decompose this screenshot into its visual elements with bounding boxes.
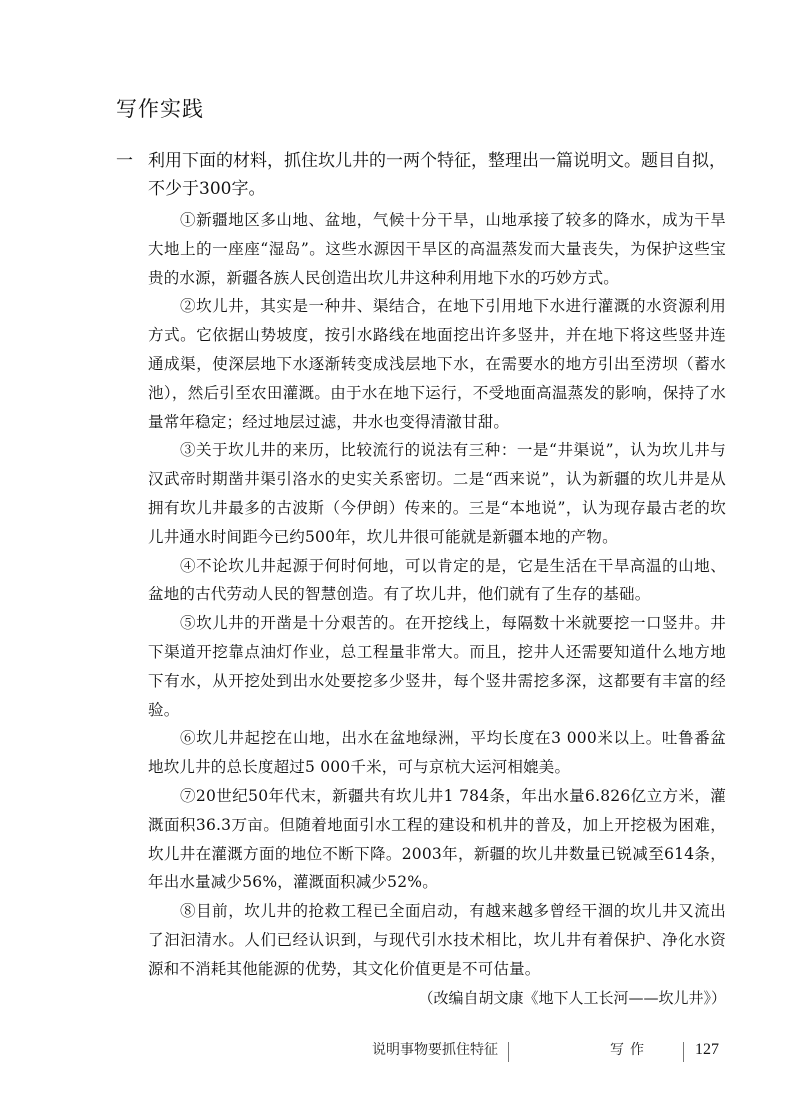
material-paragraph-2: ②坎儿井，其实是一种井、渠结合，在地下引用地下水进行灌溉的水资源利用方式。它依据山势坡度，按引水路线在地面挖出许多竖井，并在地下将这些竖井连通成渠，使深层地下水逐渐转变成浅层地下水，在需要水的地方引出至涝坝（蓄水池），然后引至农田灌溉。由于水在地下运行，不受地面高温蒸发的影响，保持了水量常年稳定；经过地层过滤，井水也变得清澈甘甜。 (148, 297, 726, 431)
material-paragraph-3: ③关于坎儿井的来历，比较流行的说法有三种：一是“井渠说”，认为坎儿井与汉武帝时期凿井渠引洛水的史实关系密切。二是“西来说”，认为新疆的坎儿井是从拥有坎儿井最多的古波斯（今伊朗）传来的。三是“本地说”，认为现存最古老的坎儿井通水时间距今已约500年，坎儿井很可能就是新疆本地的产物。 (148, 441, 726, 546)
material-paragraph-8: ⑧目前，坎儿井的抢救工程已全面启动，有越来越多曾经干涸的坎儿井又流出了汩汩清水。人们已经认识到，与现代引水技术相比，坎儿井有着保护、净化水资源和不消耗其他能源的优势，其文化价值更是不可估量。 (148, 902, 726, 978)
footer-divider (508, 1042, 509, 1062)
footer-divider (683, 1042, 684, 1062)
material-paragraph-5: ⑤坎儿井的开凿是十分艰苦的。在开挖线上，每隔数十米就要挖一口竖井。井下渠道开挖靠点油灯作业，总工程量非常大。而且，挖井人还需要知道什么地方地下有水，从开挖处到出水处要挖多少竖井，每个竖井需挖多深，这都要有丰富的经验。 (148, 614, 726, 719)
material-paragraph-4: ④不论坎儿井起源于何时何地，可以肯定的是，它是生活在干旱高温的山地、盆地的古代劳动人民的智慧创造。有了坎儿井，他们就有了生存的基础。 (148, 556, 726, 604)
section-title: 写作实践 (116, 97, 204, 121)
task-number: 一 (116, 151, 133, 171)
writing-task (116, 147, 726, 203)
material-source: （改编自胡文康《地下人工长河——坎儿井》） (418, 988, 726, 1007)
material-paragraph-6: ⑥坎儿井起挖在山地，出水在盆地绿洲，平均长度在3 000米以上。吐鲁番盆地坎儿井的总长度超过5 000千米，可与京杭大运河相媲美。 (148, 729, 726, 777)
page-footer (0, 1040, 800, 1064)
footer-section-label: 写作 (610, 1042, 650, 1058)
material-passage (148, 206, 726, 1012)
material-paragraph-7: ⑦20世纪50年代末，新疆共有坎儿井1 784条，年出水量6.826亿立方米，灌溉面积36.3万亩。但随着地面引水工程的建设和机井的普及，加上开挖极为困难，坎儿井在灌溉方面的地位不断下降。2003年，新疆的坎儿井数量已锐减至614条，年出水量减少56%，灌溉面积减少52%。 (148, 786, 726, 892)
page-number: 127 (695, 1041, 719, 1058)
footer-chapter-title: 说明事物要抓住特征 (372, 1042, 498, 1058)
task-instruction: 利用下面的材料，抓住坎儿井的一两个特征，整理出一篇说明文。题目自拟，不少于300字。 (148, 151, 726, 199)
material-paragraph-1: ①新疆地区多山地、盆地，气候十分干旱，山地承接了较多的降水，成为干旱大地上的一座座“湿岛”。这些水源因干旱区的高温蒸发而大量丧失，为保护这些宝贵的水源，新疆各族人民创造出坎儿井这种利用地下水的巧妙方式。 (148, 211, 726, 287)
